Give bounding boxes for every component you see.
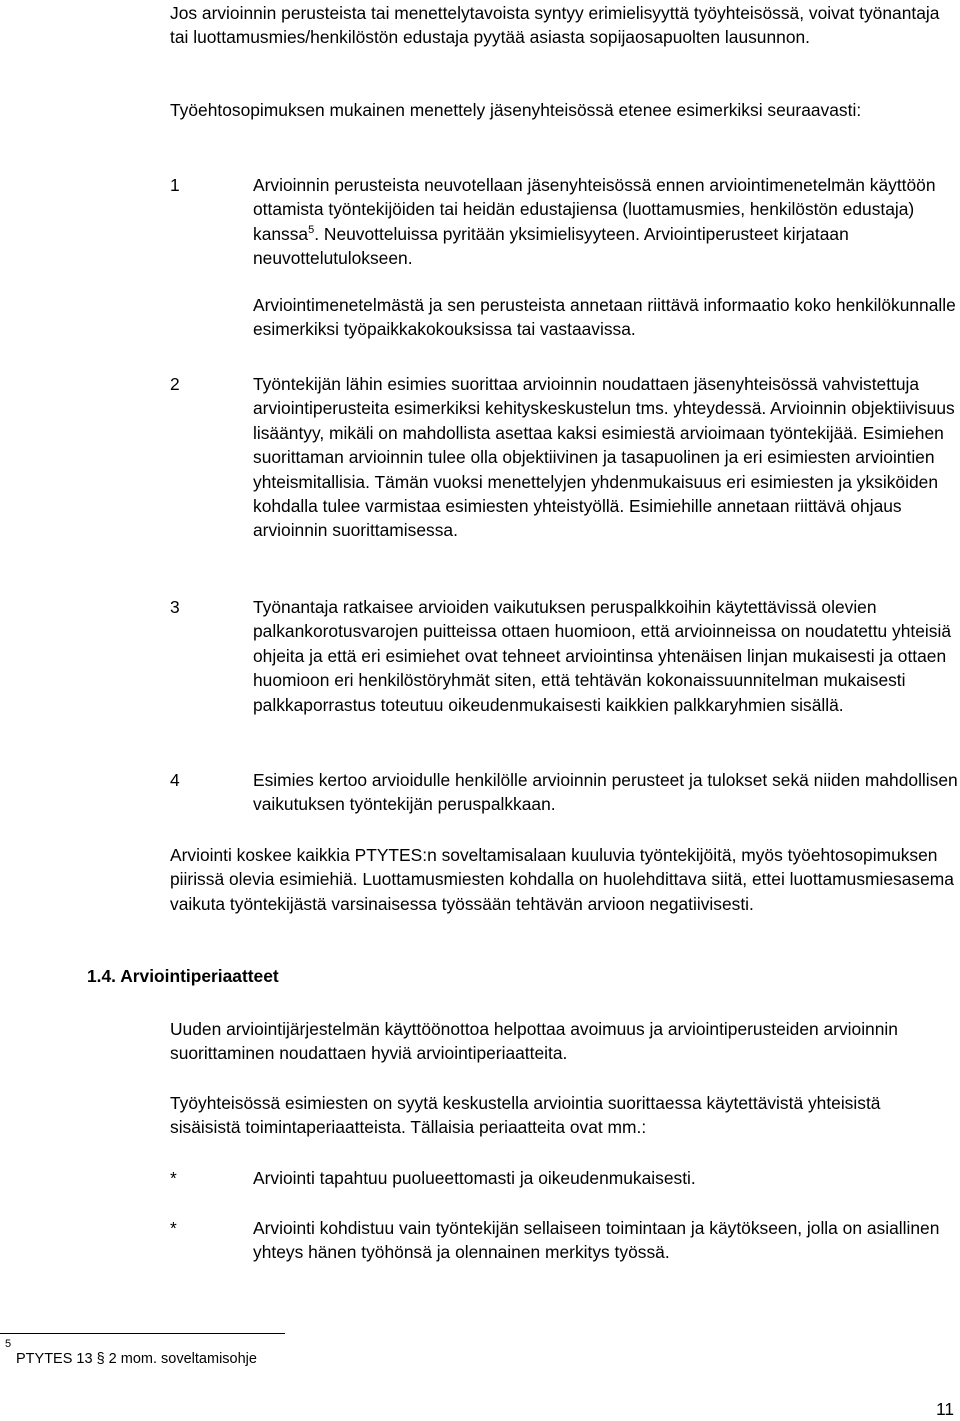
step-number: 3 bbox=[170, 597, 180, 617]
paragraph-introduction: Uuden arviointijärjestelmän käyttöönottoa helpottaa avoimuus ja arviointiperusteiden arvioinnin suorittaminen noudattaen hyviä arviointiperiaatteita. bbox=[170, 1019, 898, 1064]
bullet-marker: * bbox=[170, 1218, 177, 1238]
paragraph-scope: Arviointi koskee kaikkia PTYTES:n soveltamisalaan kuuluvia työntekijöitä, myös työehtosopimuksen piirissä olevia esimiehiä. Luottamusmiesten kohdalla on huolehdittava siitä, ettei luottamusmiesasema vaikuta työntekijästä varsinaisessa työssään tehtävän arvioon negatiivisesti. bbox=[170, 845, 954, 914]
principle-text: Arviointi tapahtuu puolueettomasti ja oikeudenmukaisesti. bbox=[253, 1168, 696, 1188]
paragraph-procedure-intro: Työehtosopimuksen mukainen menettely jäsenyhteisössä etenee esimerkiksi seuraavasti: bbox=[170, 100, 862, 120]
principle-text: Arviointi kohdistuu vain työntekijän sellaiseen toimintaan ja käytökseen, jolla on asiallinen yhteys hänen työhönsä ja olennainen merkitys työssä. bbox=[253, 1218, 940, 1263]
page-number: 11 bbox=[935, 1399, 954, 1419]
section-heading: 1.4. Arviointiperiaatteet bbox=[87, 966, 279, 986]
step-number: 4 bbox=[170, 770, 180, 790]
step-text: Työnantaja ratkaisee arvioiden vaikutuksen peruspalkkoihin käytettävissä olevien palkankorotusvarojen puitteissa ottaen huomioon, että arvioinneissa on noudatettu yhteisiä ohjeita ja että eri esimiehet ovat tehneet arviointinsa yhtenäisen linjan mukaisesti ja ottaen huomioon eri henkilöstöryhmät siten, että tehtävän kokonaissuunnitelman mukaisesti palkkaporrastus toteutuu oikeudenmukaisesti kaikkien palkkaryhmien sisällä. bbox=[253, 597, 952, 715]
step-number: 1 bbox=[170, 175, 180, 195]
step-text bbox=[253, 173, 958, 341]
step-text: Työntekijän lähin esimies suorittaa arvioinnin noudattaen jäsenyhteisössä vahvistettuja arviointiperusteita esimerkiksi kehityskeskustelun tms. yhteydessä. Arvioinnin objektiivisuus lisääntyy, mikäli on mahdollista asettaa kaksi esimiestä arvioimaan työntekijää. Esimiehen suorittaman arvioinnin tulee olla objektiivinen ja tasapuolinen ja eri esimiesten arviointien yhteismitallisia. Tämän vuoksi menettelyjen yhdenmukaisuus eri esimiesten ja yksiköiden kohdalla tulee varmistaa esimiesten yhteistyöllä. Esimiehille annetaan riittävä ohjaus arvioinnin suorittamisessa. bbox=[253, 374, 955, 541]
paragraph-disagreement: Jos arvioinnin perusteista tai menettelytavoista syntyy erimielisyyttä työyhteisössä, voivat työnantaja tai luottamusmies/henkilöstön edustaja pyytää asiasta sopijaosapuolten lausunnon. bbox=[170, 3, 940, 48]
step-number: 2 bbox=[170, 374, 180, 394]
step-1-paragraph-information: Arviointimenetelmästä ja sen perusteista annetaan riittävä informaatio koko henkilökunnalle esimerkiksi työpaikkakokouksissa tai vastaavissa. bbox=[253, 294, 956, 340]
bullet-marker: * bbox=[170, 1168, 177, 1188]
paragraph-workplace-principles: Työyhteisössä esimiesten on syytä keskustella arviointia suorittaessa käytettävistä yhteisistä sisäisistä toimintaperiaatteista. Tällaisia periaatteita ovat mm.: bbox=[170, 1093, 881, 1138]
step-1-paragraph-negotiation: Arvioinnin perusteista neuvotellaan jäsenyhteisössä ennen arviointimenetelmän käyttöön ottamista työntekijöiden tai heidän edustajiensa (luottamusmies, henkilöstön edustaja) kanssa$^5$. Neuvotteluissa pyritään yksimielisyyteen. Arviointiperusteet kirjataan neuvottelutulokseen. bbox=[253, 175, 936, 269]
footnote-reference[interactable]: 5 bbox=[308, 224, 315, 237]
footnote-separator bbox=[0, 1333, 285, 1334]
footnote-text: PTYTES 13 § 2 mom. soveltamisohje bbox=[16, 1351, 257, 1367]
footnote-mark: 5 bbox=[5, 1338, 12, 1350]
step-text: Esimies kertoo arvioidulle henkilölle arvioinnin perusteet ja tulokset sekä niiden mahdollisen vaikutuksen työntekijän peruspalkkaan. bbox=[253, 770, 958, 815]
